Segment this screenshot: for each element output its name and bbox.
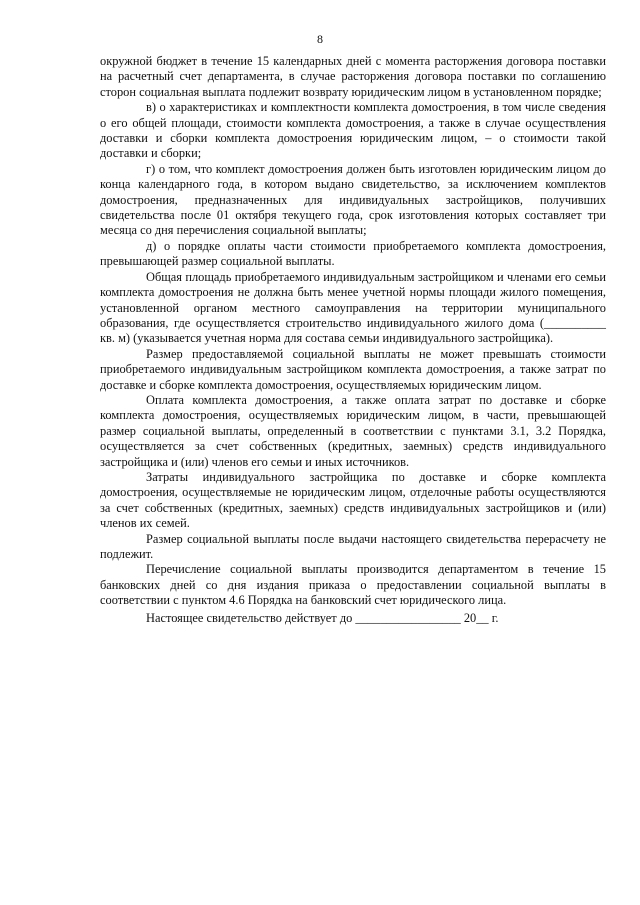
paragraph-no-recalc: Размер социальной выплаты после выдачи настоящего свидетельства перерасчету не подлежит. bbox=[100, 531, 606, 561]
paragraph-item-v: в) о характеристиках и комплектности комплекта домостроения, в том числе сведения о его общей площади, стоимости комплекта домостроения, а также в случае осуществления доставки и сборки комплекта домостроения юридическим лицом, – о стоимости такой доставки и сборки; bbox=[100, 100, 606, 161]
paragraph-payment-excess: Оплата комплекта домостроения, а также оплата затрат по доставке и сборке комплекта домостроения, осуществляемых юридическим лицом, в части, превышающей размер социальной выплаты, определенный в соответствии с пунктами 3.1, 3.2 Порядка, осуществляется за счет собственных (кредитных, заемных) средств индивидуального застройщика и (или) членов его семьи и иных источников. bbox=[100, 392, 606, 469]
paragraph-budget-return: окружной бюджет в течение 15 календарных дней с момента расторжения договора поставки на расчетный счет департамента, в случае расторжения договора поставки по соглашению сторон социальная выплата подлежит возврату юридическим лицом в установленном порядке; bbox=[100, 54, 606, 99]
paragraph-payment-size: Размер предоставляемой социальной выплаты не может превышать стоимости приобретаемого индивидуальным застройщиком комплекта домостроения, а также затрат по доставке и сборке комплекта домостроения, осуществляемых юридическим лицом. bbox=[100, 346, 606, 392]
paragraph-costs: Затраты индивидуального застройщика по доставке и сборке комплекта домостроения, осуществляемые не юридическим лицом, отделочные работы осуществляются за счет собственных (кредитных, заемных) средств индивидуальных застройщиков и (или) членов их семей. bbox=[100, 469, 606, 531]
paragraph-item-d: д) о порядке оплаты части стоимости приобретаемого комплекта домостроения, превышающей размер социальной выплаты. bbox=[100, 238, 606, 269]
paragraph-transfer: Перечисление социальной выплаты производится департаментом в течение 15 банковских дней со дня издания приказа о предоставлении социальной выплаты в соответствии с пунктом 4.6 Порядка на банковский счет юридического лица. bbox=[100, 562, 606, 608]
paragraph-validity: Настоящее свидетельство действует до _________________ 20__ г. bbox=[146, 610, 499, 625]
page-number: 8 bbox=[317, 32, 323, 46]
paragraph-total-area: Общая площадь приобретаемого индивидуальным застройщиком и членами его семьи комплекта домостроения не должна быть менее учетной нормы площади жилого помещения, установленной органом местного самоуправления на территории муниципального образования, где осуществляется строительство индивидуального жилого дома (__________ кв. м) (указывается учетная норма для состава семьи индивидуального застройщика). bbox=[100, 269, 606, 346]
paragraph-item-g: г) о том, что комплект домостроения должен быть изготовлен юридическим лицом до конца календарного года, в котором выдано свидетельство, за исключением комплектов домостроения, предназначенных для индивидуальных застройщиков, получивших свидетельства после 01 октября текущего года, срок изготовления которых составляет три месяца со дня перечисления социальной выплаты; bbox=[100, 161, 606, 238]
document-body bbox=[100, 54, 606, 626]
